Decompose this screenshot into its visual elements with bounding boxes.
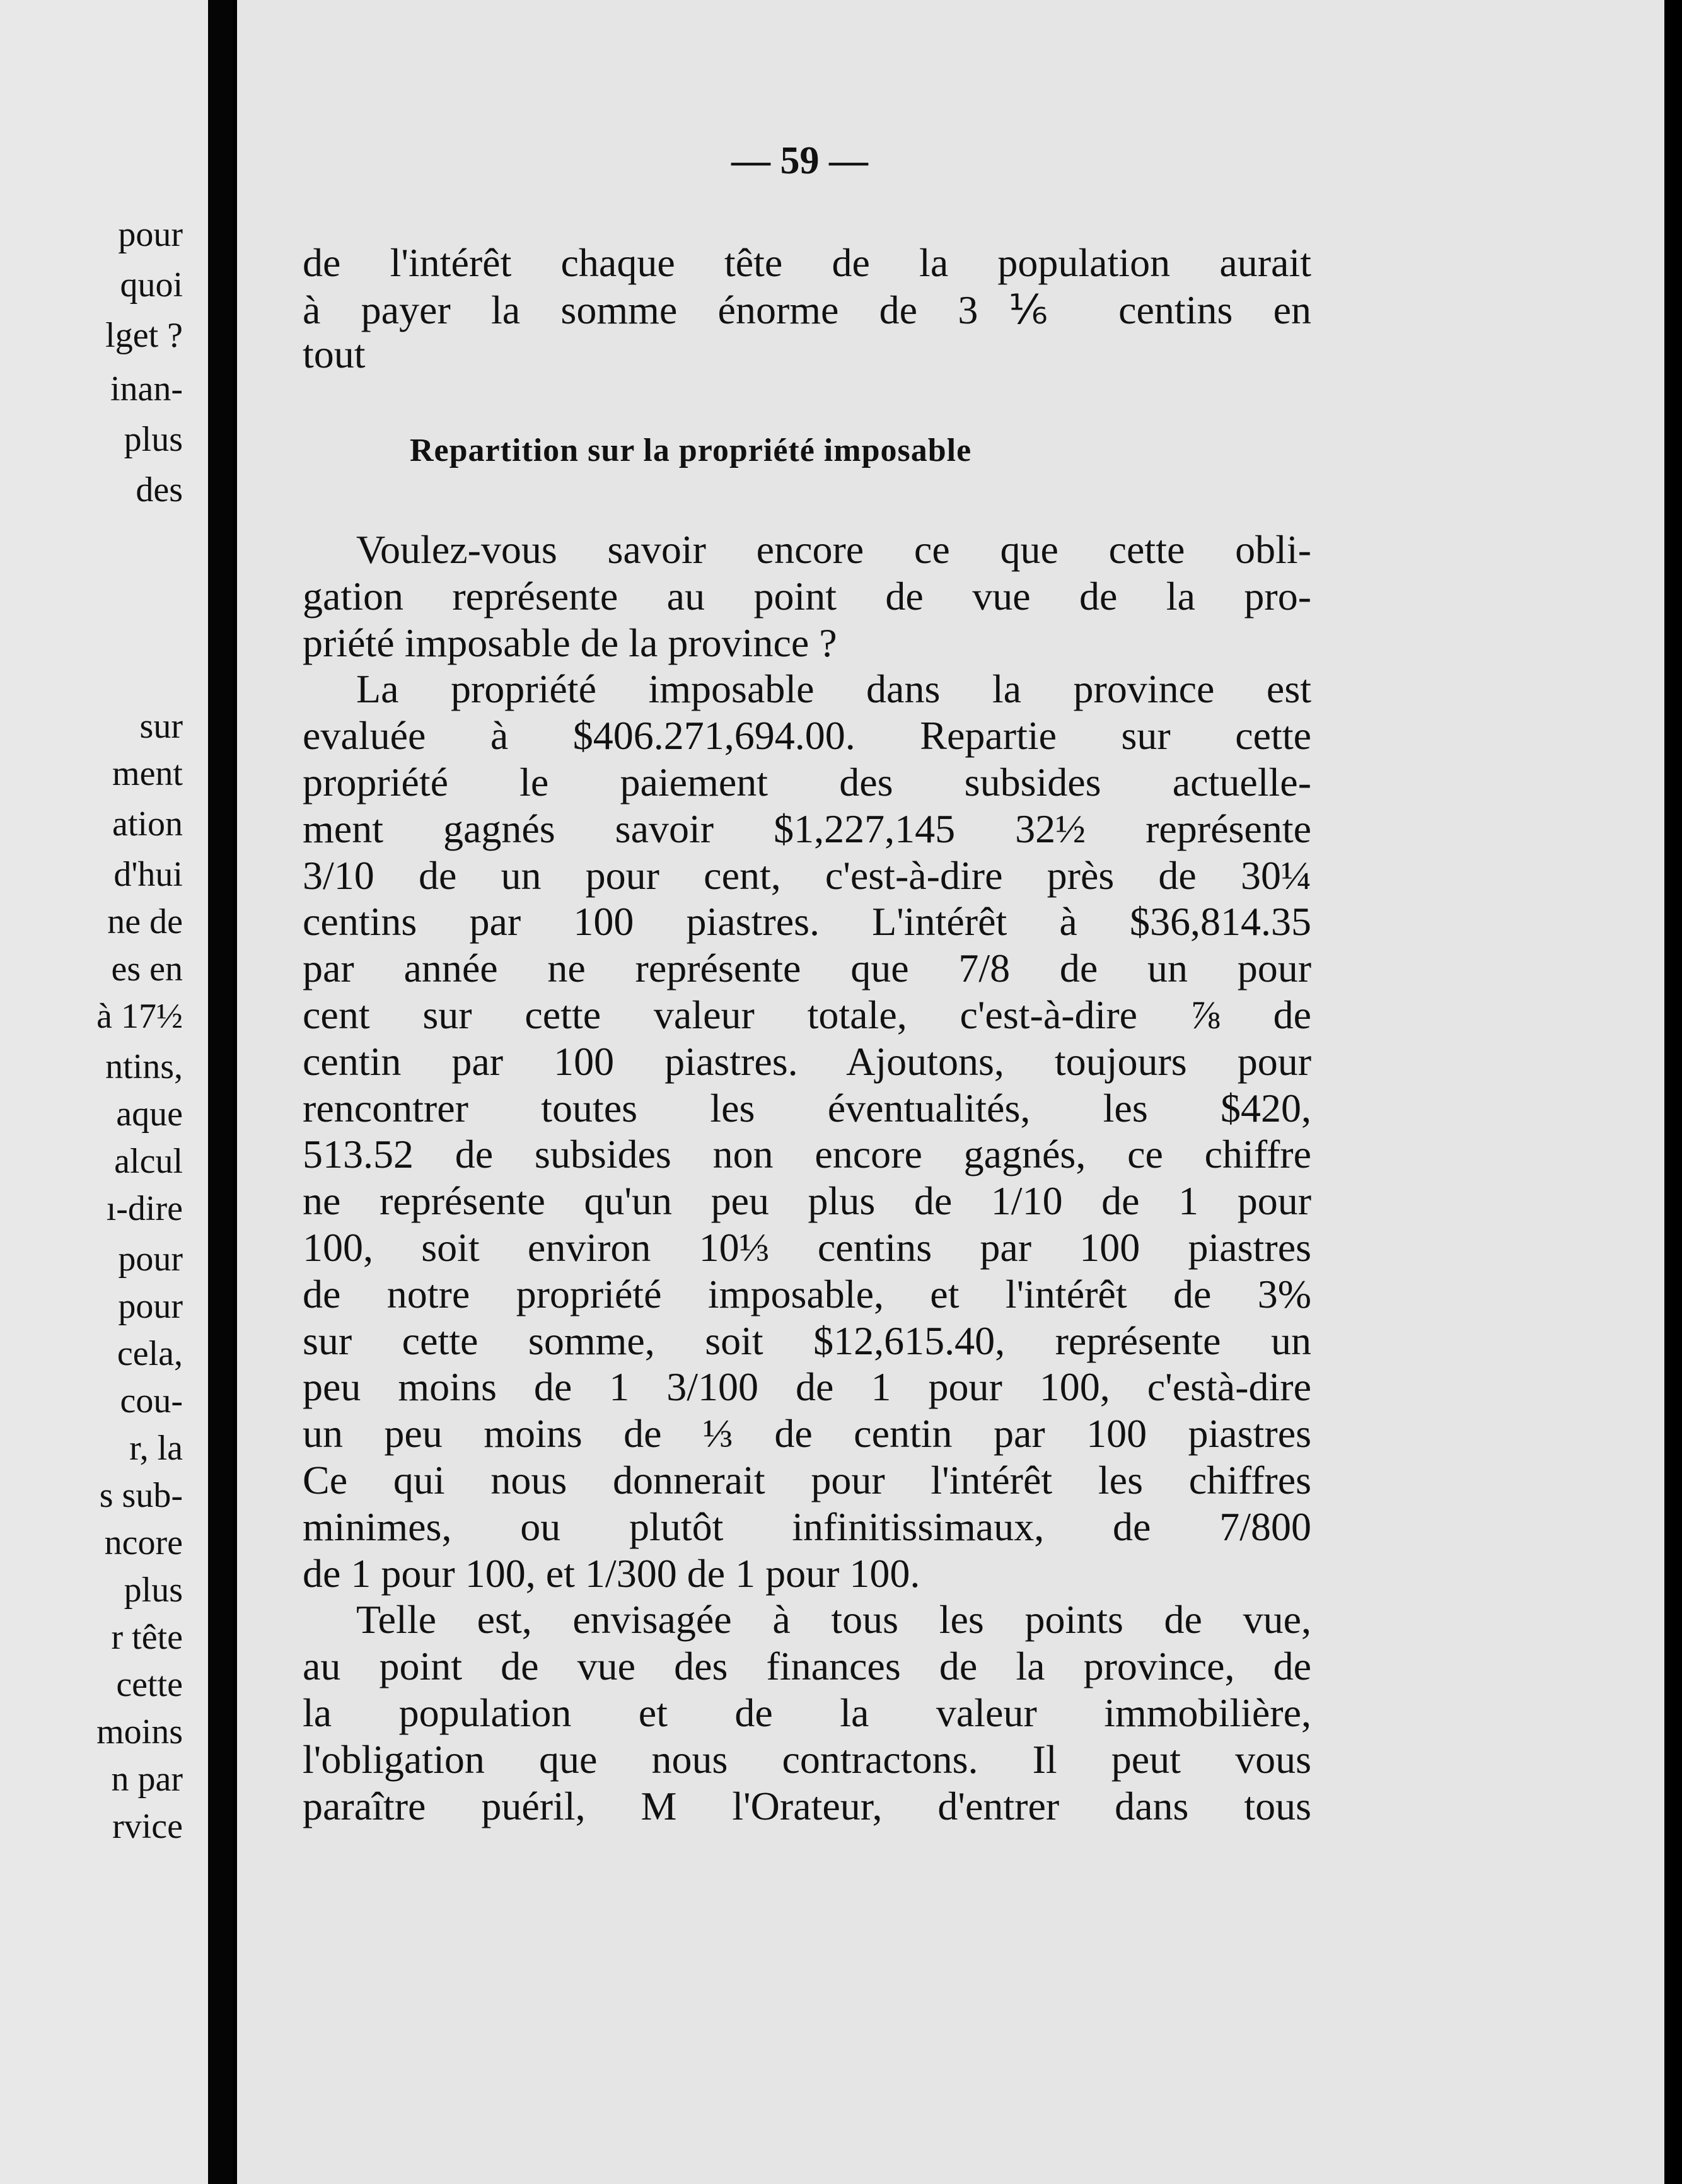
paragraph-line: evaluée à $406.271,694.00. Repartie sur cette [303,713,1311,758]
intro-line: à payer la somme énorme de 3⅙ centins en [303,288,1311,332]
left-fragment-line: ne de [107,902,183,941]
left-fragment-line: alcul [114,1142,183,1181]
intro-line: tout [303,332,366,376]
left-fragment-line: plus [124,420,183,459]
paragraph-line: minimes, ou plutôt infinitissimaux, de 7/800 [303,1504,1311,1549]
paragraph-line: propriété le paiement des subsides actuelle- [303,760,1311,804]
left-fragment-line: plus [124,1571,183,1610]
page-number: — 59 — [731,139,868,182]
paragraph-line: rencontrer toutes les éventualités, les $420, [303,1086,1311,1130]
left-fragment-line: à 17½ [96,997,183,1036]
paragraph-line: cent sur cette valeur totale, c'est-à-dire ⅞ de [303,992,1311,1037]
paragraph-line: La propriété imposable dans la province est [356,666,1311,711]
left-fragment-line: ncore [104,1523,183,1562]
paragraph-line: 100, soit environ 10⅓ centins par 100 piastres [303,1225,1311,1270]
page-gutter [208,0,233,2184]
paragraph-line: sur cette somme, soit $12,615.40, représente un [303,1318,1311,1363]
paragraph-line: 3/10 de un pour cent, c'est-à-dire près de 30¼ [303,853,1311,898]
left-fragment-line: moins [96,1712,183,1751]
left-fragment-line: cou- [120,1381,183,1420]
left-fragment-line: r, la [129,1429,183,1468]
left-fragment-line: d'hui [113,855,183,894]
left-fragment-line: des [136,470,183,509]
left-fragment-line: lget ? [105,316,183,355]
left-fragment-line: ntins, [105,1047,183,1086]
paragraph-line: par année ne représente que 7/8 de un pour [303,946,1311,990]
paragraph-line: Voulez-vous savoir encore ce que cette obli- [356,527,1311,572]
paragraph-line: au point de vue des finances de la province, de [303,1644,1311,1688]
paragraph-line: paraître puéril, M l'Orateur, d'entrer dans tous [303,1784,1311,1828]
paragraph-line: 513.52 de subsides non encore gagnés, ce chiffre [303,1132,1311,1176]
paragraph-line: ment gagnés savoir $1,227,145 32½ représente [303,806,1311,851]
left-fragment-line: es en [111,950,183,989]
paragraph-line: Telle est, envisagée à tous les points de vue, [356,1597,1311,1642]
left-fragment-line: quoi [120,265,183,305]
section-heading: Repartition sur la propriété imposable [410,433,972,468]
left-fragment-line: cette [116,1665,183,1704]
paragraph-line: l'obligation que nous contractons. Il peut vous [303,1737,1311,1782]
paragraph-line: de 1 pour 100, et 1/300 de 1 pour 100. [303,1551,920,1596]
right-edge [1664,0,1682,2184]
left-fragment-line: aque [116,1095,183,1134]
left-fragment-line: inan- [110,369,183,409]
paragraph-line: un peu moins de ⅓ de centin par 100 piastres [303,1411,1311,1456]
left-fragment-line: pour [118,1240,183,1279]
left-fragment-line: ation [112,804,183,844]
paragraph-line: la population et de la valeur immobilière, [303,1690,1311,1735]
paragraph-line: Ce qui nous donnerait pour l'intérêt les chiffres [303,1458,1311,1502]
paragraph-line: de notre propriété imposable, et l'intérêt de 3% [303,1272,1311,1316]
left-page-fragment [0,0,208,2184]
left-fragment-line: r tête [111,1618,183,1657]
paragraph-line: centins par 100 piastres. L'intérêt à $36,814.35 [303,899,1311,944]
left-fragment-line: s sub- [99,1476,183,1515]
paragraph-line: centin par 100 piastres. Ajoutons, toujours pour [303,1039,1311,1084]
left-fragment-line: n par [111,1760,183,1799]
paragraph-line: ne représente qu'un peu plus de 1/10 de 1 pour [303,1178,1311,1223]
left-fragment-line: ı-dire [106,1189,183,1228]
left-fragment-line: sur [139,707,183,746]
paragraph-line: gation représente au point de vue de la pro- [303,574,1311,619]
intro-line: de l'intérêt chaque tête de la population aurait [303,240,1311,285]
left-fragment-line: pour [118,215,183,254]
paragraph-line: peu moins de 1 3/100 de 1 pour 100, c'està-dire [303,1364,1311,1409]
left-fragment-line: ment [112,754,183,793]
left-fragment-line: pour [118,1287,183,1326]
paragraph-line: priété imposable de la province ? [303,620,837,665]
left-fragment-line: cela, [117,1334,183,1373]
left-fragment-line: rvice [112,1807,183,1846]
